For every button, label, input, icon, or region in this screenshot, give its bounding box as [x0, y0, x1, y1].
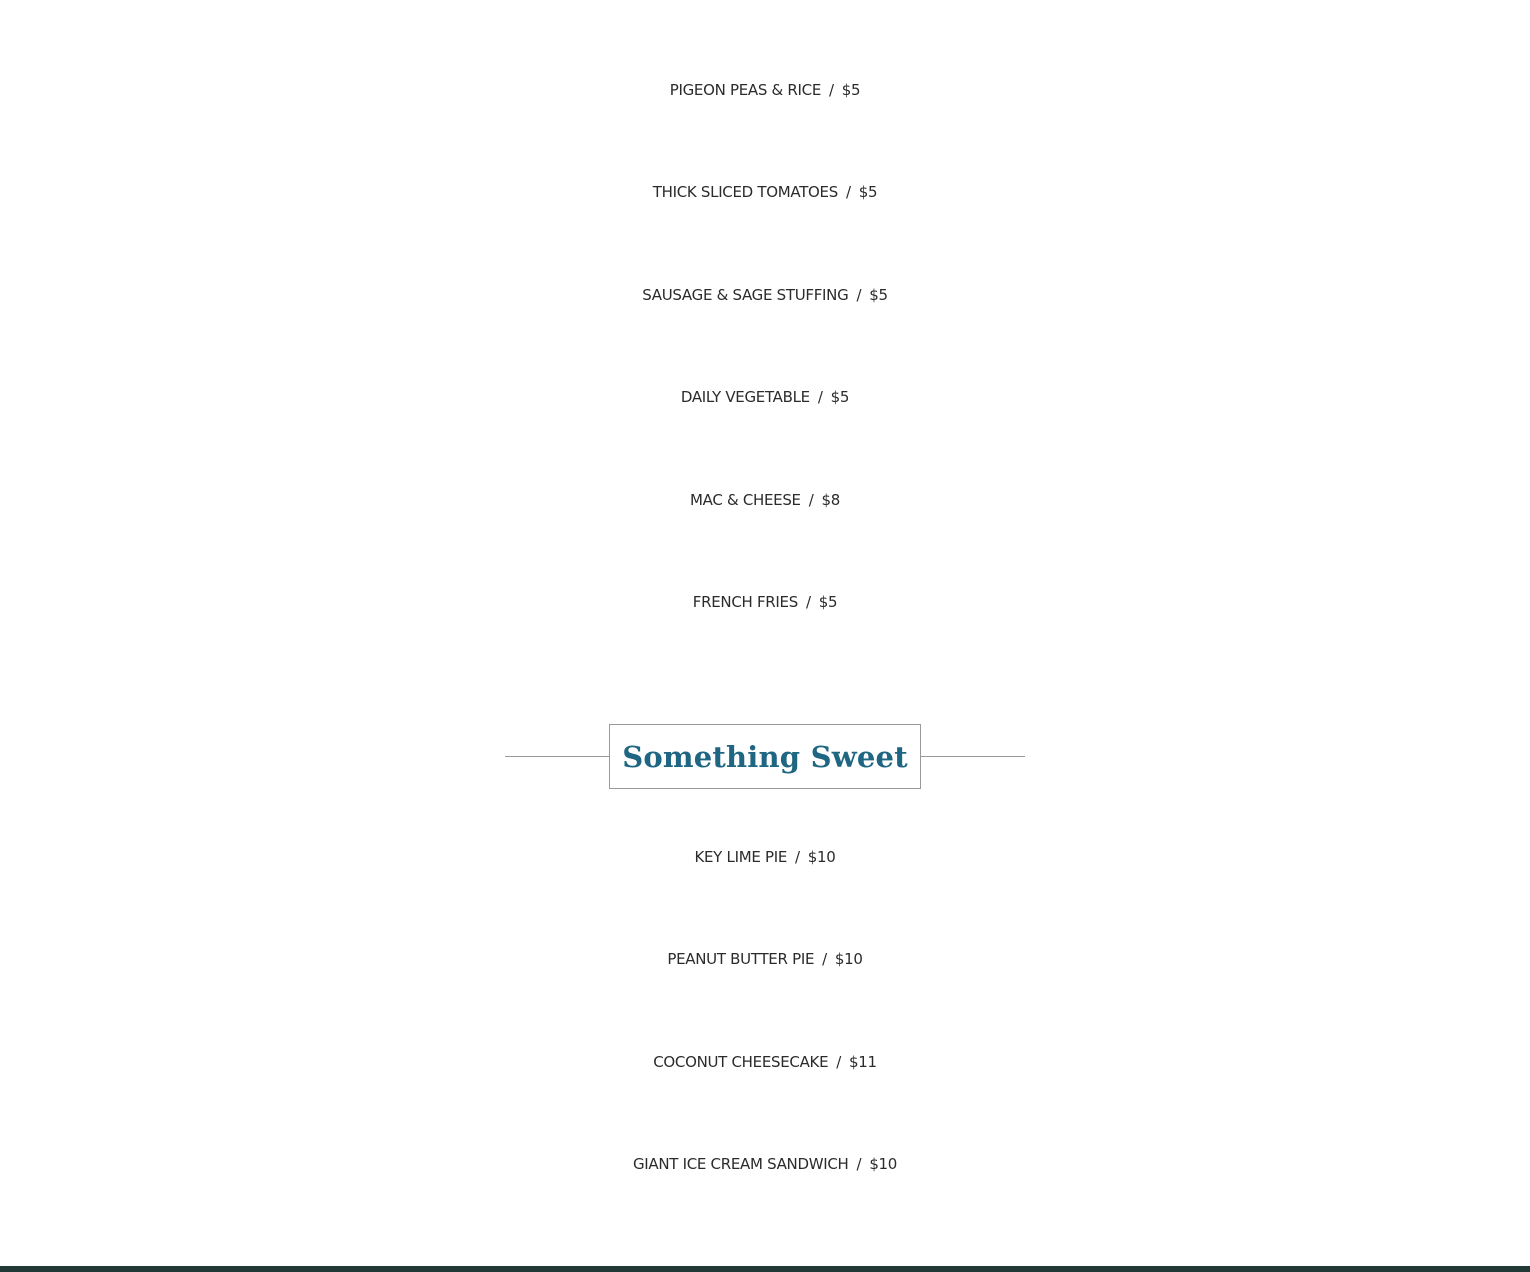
heading-rule-left [505, 756, 609, 757]
menu-item [0, 80, 1530, 100]
menu-item [0, 592, 1530, 612]
item-name: KEY LIME PIE [694, 848, 788, 866]
item-name: THICK SLICED TOMATOES [652, 183, 838, 201]
item-price: $5 [818, 593, 838, 611]
item-price: $10 [834, 950, 863, 968]
footer-bar [0, 1266, 1530, 1272]
item-name: PIGEON PEAS & RICE [669, 81, 822, 99]
item-name: SAUSAGE & SAGE STUFFING [642, 286, 849, 304]
menu-item [0, 847, 1530, 867]
item-name: GIANT ICE CREAM SANDWICH [632, 1155, 849, 1173]
item-price: $10 [869, 1155, 898, 1173]
section-heading: Something Sweet [622, 739, 908, 774]
item-name: DAILY VEGETABLE [680, 388, 810, 406]
item-separator: / [856, 1155, 862, 1173]
item-separator: / [845, 183, 851, 201]
menu-item [0, 285, 1530, 305]
menu-item [0, 387, 1530, 407]
item-price: $10 [807, 848, 836, 866]
item-separator: / [829, 81, 834, 99]
menu-item [0, 949, 1530, 969]
item-separator: / [808, 491, 814, 509]
menu-item [0, 1052, 1530, 1072]
menu-item [0, 1154, 1530, 1174]
item-price: $5 [869, 286, 888, 304]
item-name: MAC & CHEESE [689, 491, 801, 509]
item-separator: / [822, 950, 827, 968]
menu-item [0, 490, 1530, 510]
item-price: $5 [858, 183, 878, 201]
item-price: $8 [821, 491, 841, 509]
item-separator: / [805, 593, 811, 611]
menu-item [0, 182, 1530, 202]
item-price: $5 [830, 388, 850, 406]
item-separator: / [836, 1053, 842, 1071]
item-name: FRENCH FRIES [692, 593, 798, 611]
item-price: $11 [849, 1053, 877, 1071]
item-separator: / [817, 388, 823, 406]
item-name: COCONUT CHEESECAKE [653, 1053, 829, 1071]
item-separator: / [795, 848, 800, 866]
heading-rule-right [921, 756, 1025, 757]
item-price: $5 [841, 81, 861, 99]
section-heading-box [609, 724, 921, 789]
item-separator: / [856, 286, 862, 304]
item-name: PEANUT BUTTER PIE [667, 950, 815, 968]
